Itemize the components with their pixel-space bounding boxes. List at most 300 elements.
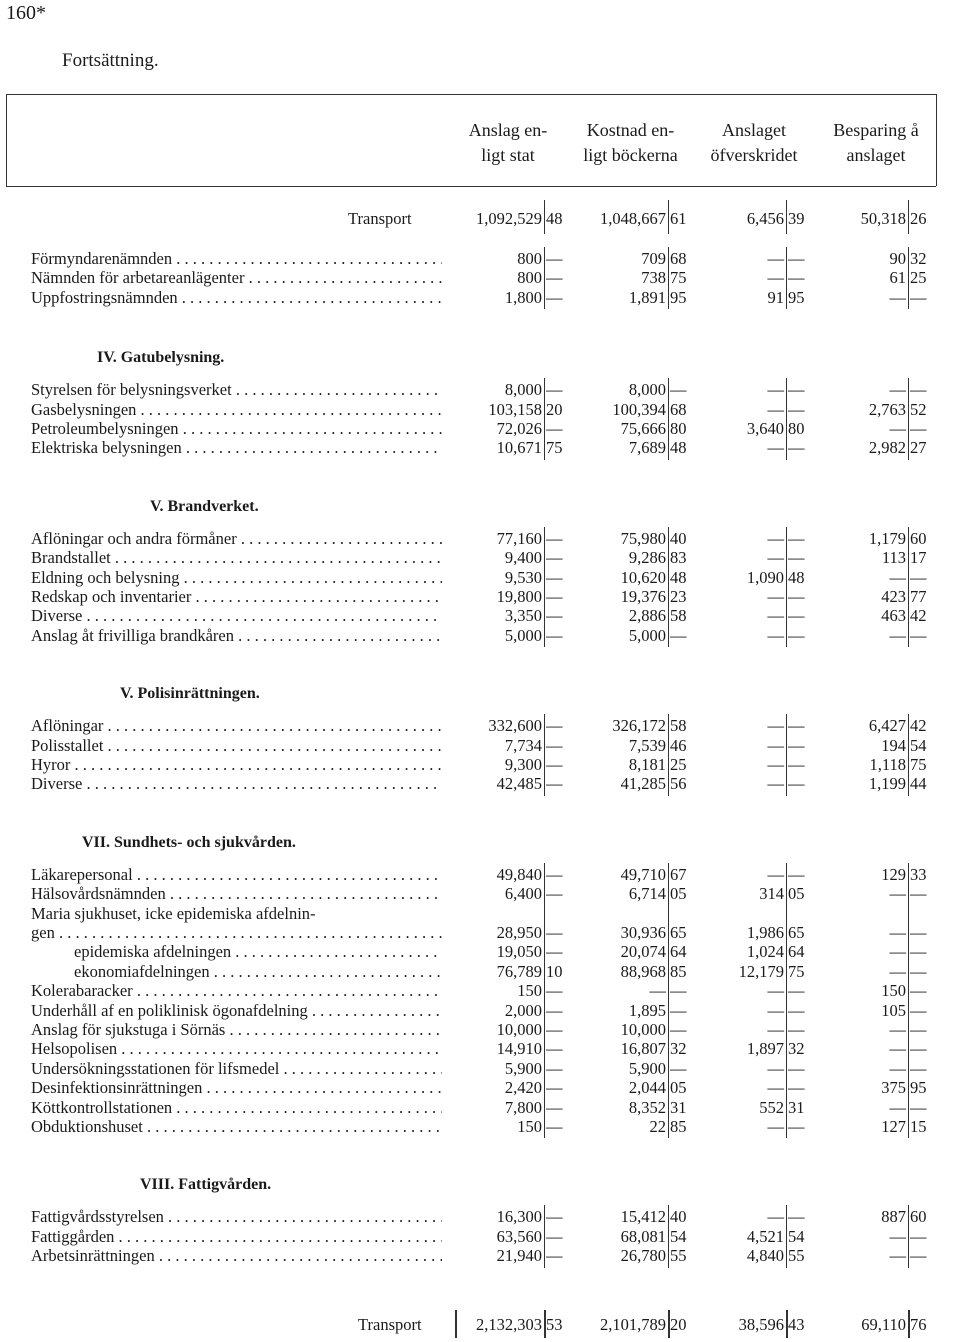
ore-cell: 95	[788, 287, 805, 307]
header-appropriation	[448, 118, 568, 168]
header-line: ligt stat	[481, 145, 535, 165]
column-rule	[544, 247, 545, 309]
ore-cell: —	[546, 625, 563, 645]
ore-cell: —	[788, 1207, 805, 1227]
amount-cell: 103,158	[488, 399, 542, 419]
table-right-border	[936, 94, 937, 186]
amount-cell: —	[889, 380, 906, 400]
amount-cell: —	[767, 1078, 784, 1098]
header-line: ligt böckerna	[583, 145, 678, 165]
amount-cell: —	[889, 1039, 906, 1059]
amount-cell: 4,840	[746, 1246, 784, 1266]
column-rule	[786, 247, 787, 309]
header-line: anslaget	[846, 145, 906, 165]
row-label: Petroleumbelysningen . . .	[31, 419, 442, 439]
amount-cell: 30,936	[620, 923, 666, 942]
amount-cell: —	[767, 380, 784, 400]
ore-cell: 85	[670, 1117, 687, 1136]
ore-cell: 60	[910, 528, 927, 548]
ore-cell: —	[546, 1039, 563, 1059]
ore-cell: —	[546, 567, 563, 587]
ore-cell: 20	[546, 399, 563, 419]
ore-cell: —	[788, 1058, 805, 1078]
amount-cell: —	[767, 1000, 784, 1020]
ore-cell: —	[546, 1226, 563, 1246]
column-rule	[668, 863, 669, 1139]
amount-cell: —	[767, 1117, 784, 1136]
ore-cell: —	[670, 1020, 687, 1039]
ore-cell: —	[910, 961, 927, 981]
ore-cell: 15	[910, 1117, 927, 1136]
header-line: Besparing å	[833, 120, 919, 140]
amount-cell: 20,074	[620, 942, 666, 962]
ore-cell: —	[910, 625, 927, 645]
amount-cell: 105	[881, 1000, 906, 1020]
ore-cell: —	[546, 735, 563, 755]
continued-label: Fortsättning.	[62, 50, 159, 71]
column-rule	[544, 1310, 546, 1338]
column-rule	[668, 247, 669, 309]
ore-cell: —	[546, 419, 563, 438]
ore-cell: —	[546, 287, 563, 307]
label-clip	[0, 865, 442, 885]
ore-cell: —	[546, 1097, 563, 1117]
transport-label: Transport	[358, 1315, 422, 1334]
amount-cell: —	[889, 884, 906, 904]
ore-cell: —	[788, 606, 805, 626]
row-label: Diverse . . .	[31, 606, 442, 626]
ore-cell: —	[788, 864, 805, 884]
ore-cell: —	[788, 774, 805, 794]
ore-cell: —	[546, 1117, 563, 1136]
amount-cell: 12,179	[738, 961, 784, 981]
header-savings	[815, 118, 937, 168]
label-clip	[0, 716, 442, 736]
column-rule	[908, 714, 909, 796]
ore-cell: 33	[910, 864, 927, 884]
row-label: Eldning och belysning . . .	[31, 568, 442, 588]
amount-cell: —	[767, 755, 784, 774]
header-cost	[568, 118, 693, 168]
amount-cell: 8,181	[628, 755, 666, 774]
column-rule	[786, 863, 787, 1139]
label-clip	[0, 981, 442, 1001]
amount-cell: 5,000	[628, 625, 666, 645]
amount-cell: 21,940	[496, 1246, 542, 1266]
row-label: Fattigvårdsstyrelsen . . .	[31, 1207, 442, 1227]
row-label: Styrelsen för belysningsverket . . .	[31, 380, 442, 400]
amount-cell: 463	[881, 606, 906, 626]
label-clip	[0, 1117, 442, 1137]
amount-cell: 2,763	[868, 399, 906, 419]
amount-cell: —	[767, 864, 784, 884]
amount-cell: 8,000	[628, 380, 666, 400]
amount-cell: 738	[641, 268, 666, 288]
amount-cell: —	[889, 961, 906, 981]
ore-cell: 05	[788, 884, 805, 904]
transport-label: Transport	[348, 209, 412, 228]
label-clip	[0, 1098, 442, 1118]
ore-cell: 76	[910, 1315, 927, 1334]
column-rule	[544, 863, 545, 1139]
amount-cell: 77,160	[496, 528, 542, 548]
row-label: Obduktionshuset . . .	[31, 1117, 442, 1137]
ore-cell: —	[910, 380, 927, 400]
amount-cell: 150	[881, 981, 906, 1001]
amount-cell: 3,350	[504, 606, 542, 626]
ore-cell: —	[546, 1020, 563, 1039]
amount-cell: —	[767, 625, 784, 645]
amount-cell: —	[767, 528, 784, 548]
ore-cell: —	[788, 1020, 805, 1039]
amount-cell: —	[889, 625, 906, 645]
label-clip	[0, 249, 442, 269]
ore-cell: —	[910, 419, 927, 438]
ore-cell: 68	[670, 249, 687, 268]
ore-cell: 26	[910, 209, 927, 228]
amount-cell: 2,886	[628, 606, 666, 626]
ore-cell: 54	[670, 1226, 687, 1246]
ore-cell: —	[670, 625, 687, 645]
amount-cell: 10,671	[496, 438, 542, 458]
amount-cell: 16,300	[496, 1207, 542, 1227]
section-title: VII. Sundhets- och sjukvården.	[82, 833, 296, 851]
ore-cell: 31	[670, 1097, 687, 1117]
ore-cell: 42	[910, 606, 927, 626]
amount-cell: 2,982	[868, 438, 906, 458]
ore-cell: 67	[670, 864, 687, 884]
row-label: Aflöningar . . .	[31, 716, 442, 736]
amount-cell: 6,400	[504, 884, 542, 904]
row-label: Gasbelysningen . . .	[31, 400, 442, 420]
ore-cell: —	[546, 548, 563, 568]
column-rule	[908, 247, 909, 309]
ore-cell: —	[670, 981, 687, 1001]
amount-cell: —	[889, 942, 906, 962]
label-clip	[0, 1001, 442, 1021]
ore-cell: 64	[670, 942, 687, 962]
label-clip	[0, 923, 442, 943]
ore-cell: —	[910, 923, 927, 942]
column-rule	[544, 378, 545, 460]
ore-cell: —	[546, 942, 563, 962]
amount-cell: 2,101,789	[600, 1315, 666, 1334]
ore-cell: —	[670, 1058, 687, 1078]
column-rule	[786, 1310, 788, 1338]
ore-cell: 53	[546, 1315, 563, 1334]
ore-cell: —	[788, 1000, 805, 1020]
ore-cell: —	[910, 1020, 927, 1039]
row-label: Maria sjukhuset, icke epidemiska afdelnin-	[31, 903, 316, 923]
ore-cell: —	[546, 864, 563, 884]
label-clip	[0, 1039, 442, 1059]
amount-cell: —	[767, 438, 784, 458]
ore-cell: —	[788, 268, 805, 288]
amount-cell: 2,000	[504, 1000, 542, 1020]
label-clip	[0, 1078, 442, 1098]
table-left-border	[6, 94, 7, 186]
ore-cell: 39	[788, 209, 805, 228]
amount-cell: —	[767, 774, 784, 794]
amount-cell: 1,986	[746, 923, 784, 942]
amount-cell: 150	[517, 981, 542, 1001]
amount-cell: 1,092,529	[476, 209, 542, 228]
ore-cell: 54	[910, 735, 927, 755]
row-label: Helsopolisen . . .	[31, 1039, 442, 1059]
section-title: IV. Gatubelysning.	[97, 349, 225, 367]
ore-cell: —	[910, 1000, 927, 1020]
amount-cell: —	[889, 923, 906, 942]
ore-cell: 64	[788, 942, 805, 962]
ore-cell: —	[546, 774, 563, 794]
amount-cell: 100,394	[612, 399, 666, 419]
label-clip	[0, 288, 442, 308]
ore-cell: 55	[788, 1246, 805, 1266]
amount-cell: 5,900	[628, 1058, 666, 1078]
section-title: V. Polisinrättningen.	[120, 685, 260, 703]
row-label: ekonomiafdelningen . . .	[74, 962, 442, 982]
amount-cell: 75,980	[620, 528, 666, 548]
column-rule	[786, 527, 787, 647]
amount-cell: 4,521	[746, 1226, 784, 1246]
ore-cell: 31	[788, 1097, 805, 1117]
amount-cell: 3,640	[746, 419, 784, 438]
ore-cell: 20	[670, 1315, 687, 1334]
ore-cell: —	[788, 981, 805, 1001]
header-line: Kostnad en-	[586, 120, 675, 140]
row-label: Undersökningsstationen för lifsmedel . . .	[31, 1059, 442, 1079]
ore-cell: —	[546, 268, 563, 288]
ore-cell: —	[910, 1039, 927, 1059]
ore-cell: —	[788, 755, 805, 774]
row-label: Diverse . . .	[31, 774, 442, 794]
amount-cell: 326,172	[612, 716, 666, 736]
label-clip	[0, 1020, 442, 1040]
ore-cell: 40	[670, 528, 687, 548]
amount-cell: 10,000	[620, 1020, 666, 1039]
amount-cell: 1,199	[868, 774, 906, 794]
amount-cell: 375	[881, 1078, 906, 1098]
ore-cell: —	[546, 755, 563, 774]
header-bottom-rule	[6, 186, 936, 187]
amount-cell: 75,666	[620, 419, 666, 438]
ore-cell: —	[788, 548, 805, 568]
ore-cell: —	[670, 380, 687, 400]
row-label: gen . . .	[31, 923, 442, 943]
amount-cell: 1,024	[746, 942, 784, 962]
amount-cell: 7,689	[628, 438, 666, 458]
column-rule	[908, 527, 909, 647]
amount-cell: 8,352	[628, 1097, 666, 1117]
column-rule	[668, 714, 669, 796]
column-rule	[455, 1310, 457, 1338]
amount-cell: 1,118	[869, 755, 906, 774]
row-label: Hälsovårdsnämnden . . .	[31, 884, 442, 904]
row-label: Hyror . . .	[31, 755, 442, 775]
amount-cell: —	[889, 1226, 906, 1246]
row-label: Polisstallet . . .	[31, 736, 442, 756]
column-rule	[668, 378, 669, 460]
ore-cell: 65	[788, 923, 805, 942]
amount-cell: 8,000	[504, 380, 542, 400]
column-rule	[544, 714, 545, 796]
ore-cell: 10	[546, 961, 563, 981]
amount-cell: 19,800	[496, 587, 542, 606]
ore-cell: 95	[670, 287, 687, 307]
ore-cell: —	[788, 735, 805, 755]
ore-cell: 75	[546, 438, 563, 458]
ore-cell: 55	[670, 1246, 687, 1266]
row-label: Anslag för sjukstuga i Sörnäs . . .	[31, 1020, 442, 1040]
ore-cell: —	[788, 528, 805, 548]
row-label: Nämnden för arbetareanlägenter . . .	[31, 268, 442, 288]
row-label: Anslag åt frivilliga brandkåren . . .	[31, 626, 442, 646]
amount-cell: 314	[759, 884, 784, 904]
label-clip	[0, 380, 442, 400]
ore-cell: 46	[670, 735, 687, 755]
ore-cell: —	[546, 1246, 563, 1266]
ore-cell: 95	[910, 1078, 927, 1098]
amount-cell: 49,710	[620, 864, 666, 884]
ore-cell: 27	[910, 438, 927, 458]
column-rule	[668, 1310, 670, 1338]
row-label: Aflöningar och andra förmåner . . .	[31, 529, 442, 549]
amount-cell: 332,600	[488, 716, 542, 736]
ore-cell: 42	[910, 716, 927, 736]
row-label: Desinfektionsinrättningen . . .	[31, 1078, 442, 1098]
label-clip	[0, 587, 442, 607]
ore-cell: —	[910, 981, 927, 1001]
row-label: Uppfostringsnämnden . . .	[31, 288, 442, 308]
ore-cell: 44	[910, 774, 927, 794]
ore-cell: 48	[670, 438, 687, 458]
ore-cell: 32	[670, 1039, 687, 1059]
ore-cell: —	[546, 1078, 563, 1098]
amount-cell: 90	[889, 249, 906, 268]
row-label: Förmyndarenämnden . . .	[31, 249, 442, 269]
ore-cell: 75	[670, 268, 687, 288]
ore-cell: —	[788, 1117, 805, 1136]
label-clip	[0, 400, 442, 420]
column-rule	[544, 200, 545, 234]
ore-cell: —	[910, 287, 927, 307]
ore-cell: 58	[670, 716, 687, 736]
amount-cell: —	[767, 1020, 784, 1039]
ore-cell: —	[910, 1097, 927, 1117]
ore-cell: 23	[670, 587, 687, 606]
ore-cell: —	[546, 1207, 563, 1227]
amount-cell: —	[767, 716, 784, 736]
ore-cell: 48	[670, 567, 687, 587]
amount-cell: 423	[881, 587, 906, 606]
row-label: Köttkontrollstationen . . .	[31, 1098, 442, 1118]
ore-cell: 83	[670, 548, 687, 568]
ore-cell: 58	[670, 606, 687, 626]
column-rule	[668, 527, 669, 647]
ore-cell: 85	[670, 961, 687, 981]
amount-cell: 9,286	[628, 548, 666, 568]
amount-cell: 1,048,667	[600, 209, 666, 228]
row-label: Fattiggården . . .	[31, 1227, 442, 1247]
ore-cell: —	[546, 923, 563, 942]
amount-cell: 1,090	[746, 567, 784, 587]
column-rule	[908, 1310, 910, 1338]
amount-cell: 15,412	[620, 1207, 666, 1227]
ore-cell: 60	[910, 1207, 927, 1227]
ore-cell: 75	[788, 961, 805, 981]
header-line: Anslag en-	[468, 120, 548, 140]
amount-cell: 19,376	[620, 587, 666, 606]
ore-cell: 77	[910, 587, 927, 606]
amount-cell: —	[767, 399, 784, 419]
amount-cell: 69,110	[861, 1315, 906, 1334]
ore-cell: 80	[670, 419, 687, 438]
row-label: Brandstallet . . .	[31, 548, 442, 568]
amount-cell: —	[889, 1058, 906, 1078]
ore-cell: —	[670, 1000, 687, 1020]
amount-cell: 49,840	[496, 864, 542, 884]
label-clip	[0, 606, 442, 626]
ore-cell: —	[788, 380, 805, 400]
amount-cell: —	[767, 548, 784, 568]
label-clip	[0, 884, 442, 904]
amount-cell: 552	[759, 1097, 784, 1117]
amount-cell: 10,620	[620, 567, 666, 587]
ore-cell: —	[788, 625, 805, 645]
ore-cell: 48	[788, 567, 805, 587]
ore-cell: 25	[910, 268, 927, 288]
amount-cell: 129	[881, 864, 906, 884]
row-label: Redskap och inventarier . . .	[31, 587, 442, 607]
amount-cell: —	[889, 1020, 906, 1039]
column-rule	[908, 200, 909, 234]
ore-cell: 56	[670, 774, 687, 794]
ore-cell: —	[910, 567, 927, 587]
amount-cell: —	[767, 1207, 784, 1227]
column-rule	[908, 378, 909, 460]
row-label: Elektriska belysningen . . .	[31, 438, 442, 458]
label-clip	[0, 419, 442, 439]
ore-cell: 52	[910, 399, 927, 419]
column-rule	[908, 863, 909, 1139]
amount-cell: 6,427	[868, 716, 906, 736]
ore-cell: —	[546, 587, 563, 606]
ore-cell: —	[546, 1000, 563, 1020]
amount-cell: 1,179	[868, 528, 906, 548]
amount-cell: 1,891	[628, 287, 666, 307]
amount-cell: —	[767, 1058, 784, 1078]
amount-cell: 2,420	[504, 1078, 542, 1098]
label-clip	[0, 774, 442, 794]
ore-cell: —	[788, 1078, 805, 1098]
amount-cell: 88,968	[620, 961, 666, 981]
ore-cell: —	[788, 587, 805, 606]
column-rule	[668, 1205, 669, 1267]
amount-cell: 800	[517, 249, 542, 268]
amount-cell: 26,780	[620, 1246, 666, 1266]
header-top-rule	[6, 94, 936, 95]
amount-cell: 127	[881, 1117, 906, 1136]
label-clip	[0, 438, 442, 458]
amount-cell: 9,530	[504, 567, 542, 587]
amount-cell: 709	[641, 249, 666, 268]
section-title: V. Brandverket.	[150, 497, 259, 515]
row-label: Kolerabaracker . . .	[31, 981, 442, 1001]
amount-cell: —	[889, 287, 906, 307]
label-clip	[0, 962, 442, 982]
amount-cell: 800	[517, 268, 542, 288]
ore-cell: —	[910, 1226, 927, 1246]
